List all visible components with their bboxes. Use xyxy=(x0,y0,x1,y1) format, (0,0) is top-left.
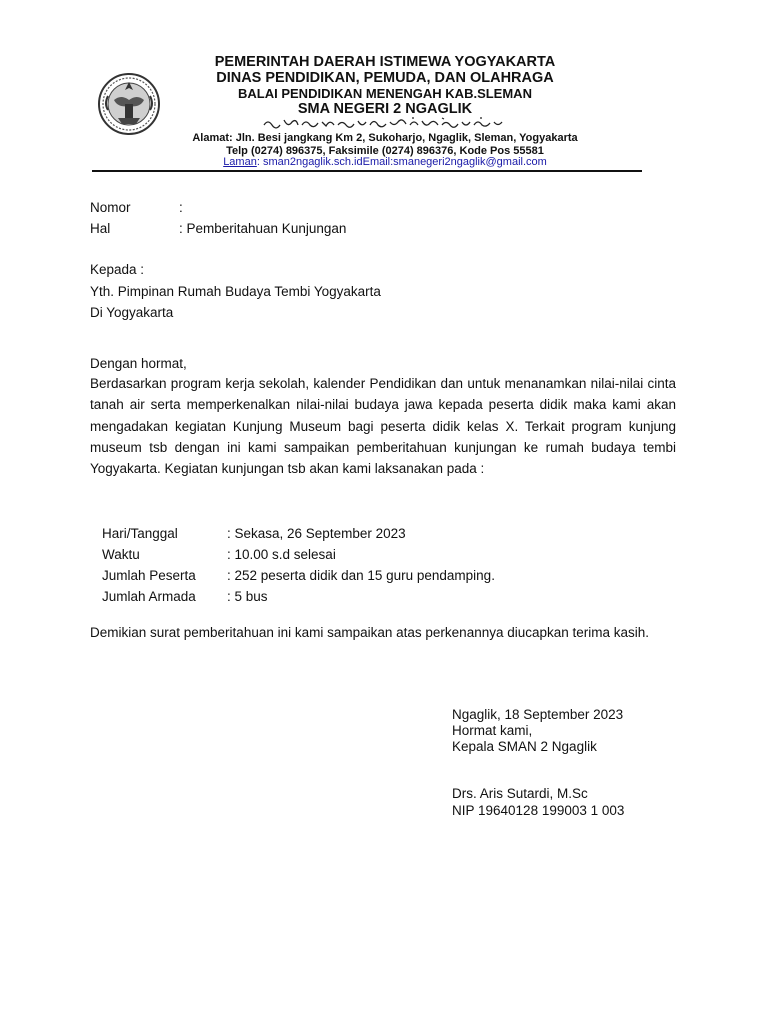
detail-label-time: Waktu xyxy=(102,547,140,562)
body-paragraph: Berdasarkan program kerja sekolah, kalender Pendidikan dan untuk menanamkan nilai-nilai cinta tanah air serta memperkenalkan nilai-nilai budaya jawa kepada peserta didik maka kami akan mengadakan kegiatan Kunjung Museum bagi peserta didik kelas X. Terkait program kunjung museum tsb dengan ini kami sampaikan pemberitahuan kunjungan ke rumah budaya tembi Yogyakarta. Kegiatan kunjungan tsb akan kami laksanakan pada : xyxy=(90,376,676,477)
signature-regards: Hormat kami, xyxy=(452,723,533,738)
school-name: SMA NEGERI 2 NGAGLIK xyxy=(297,101,473,117)
signature-name: Drs. Aris Sutardi, M.Sc xyxy=(452,786,588,801)
signature-nip: NIP 19640128 199003 1 003 xyxy=(452,803,625,818)
detail-value-time: : 10.00 s.d selesai xyxy=(227,547,336,562)
hal-label: Hal xyxy=(90,221,111,236)
signature-position: Kepala SMAN 2 Ngaglik xyxy=(452,739,597,754)
letterhead-line-2: DINAS PENDIDIKAN, PEMUDA, DAN OLAHRAGA xyxy=(216,70,554,86)
signature-place-date: Ngaglik, 18 September 2023 xyxy=(452,707,624,722)
school-website-line xyxy=(150,156,620,168)
aksara-jawa-script-icon xyxy=(262,116,507,130)
detail-label-date: Hari/Tanggal xyxy=(102,526,178,541)
school-contact xyxy=(150,132,620,157)
letterhead xyxy=(160,54,610,117)
recipient-name: Yth. Pimpinan Rumah Budaya Tembi Yogyakarta xyxy=(90,284,381,299)
nomor-value: : xyxy=(179,200,183,215)
detail-value-fleet: : 5 bus xyxy=(227,589,268,604)
school-phone: Telp (0274) 896375, Faksimile (0274) 896376, Kode Pos 55581 xyxy=(226,144,544,157)
recipient-kepada: Kepada : xyxy=(90,262,145,277)
detail-value-participants: : 252 peserta didik dan 15 guru pendamping. xyxy=(227,568,495,583)
hal-value: : Pemberitahuan Kunjungan xyxy=(179,221,347,236)
detail-label-fleet: Jumlah Armada xyxy=(102,589,196,604)
letterhead-divider xyxy=(92,170,642,172)
website-email-text: : sman2ngaglik.sch.idEmail:smanegeri2ngaglik@gmail.com xyxy=(256,156,547,168)
letterhead-line-1: PEMERINTAH DAERAH ISTIMEWA YOGYAKARTA xyxy=(214,54,556,70)
diy-emblem-icon xyxy=(96,70,162,138)
website-link[interactable]: Laman xyxy=(223,156,257,168)
greeting: Dengan hormat, xyxy=(90,356,187,371)
detail-value-date: : Sekasa, 26 September 2023 xyxy=(227,526,406,541)
letterhead-line-3: BALAI PENDIDIKAN MENENGAH KAB.SLEMAN xyxy=(238,86,532,101)
closing-paragraph: Demikian surat pemberitahuan ini kami sampaikan atas perkenannya diucapkan terima kasih. xyxy=(90,625,650,640)
nomor-label: Nomor xyxy=(90,200,131,215)
school-address: Alamat: Jln. Besi jangkang Km 2, Sukoharjo, Ngaglik, Sleman, Yogyakarta xyxy=(192,132,578,144)
detail-label-participants: Jumlah Peserta xyxy=(102,568,196,583)
recipient-place: Di Yogyakarta xyxy=(90,305,174,320)
